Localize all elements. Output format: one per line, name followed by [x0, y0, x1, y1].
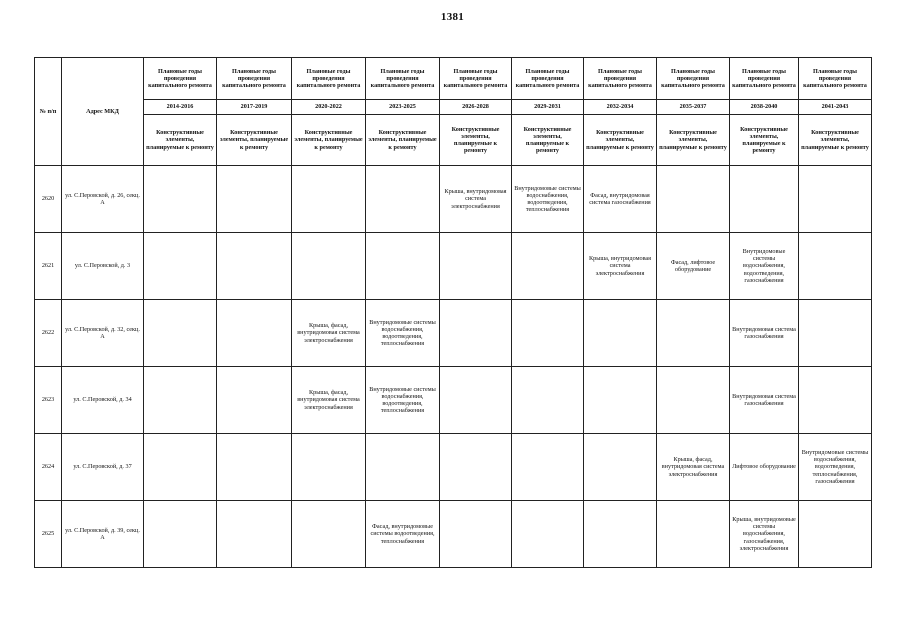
row-cell: Крыша, внутридомовая система электроснабжения	[440, 166, 512, 233]
row-cell	[799, 300, 872, 367]
row-cell	[657, 300, 730, 367]
row-cell	[799, 233, 872, 300]
header-plan-years: Плановые годы проведения капитального ремонта	[144, 58, 217, 100]
row-address: ул. С.Перовской, д. 26, секц. А	[62, 166, 144, 233]
row-number: 2624	[35, 434, 62, 501]
header-plan-years: Плановые годы проведения капитального ремонта	[440, 58, 512, 100]
row-cell	[440, 367, 512, 434]
header-plan-years: Плановые годы проведения капитального ремонта	[584, 58, 657, 100]
header-row-plan	[35, 58, 872, 100]
row-cell	[799, 501, 872, 568]
row-cell	[512, 233, 584, 300]
row-cell	[512, 434, 584, 501]
header-year-range: 2023-2025	[366, 100, 440, 115]
row-cell	[144, 501, 217, 568]
row-cell: Крыша, фасад, внутридомовая система электроснабжения	[292, 367, 366, 434]
header-address: Адрес МКД	[62, 58, 144, 166]
row-cell	[584, 367, 657, 434]
header-row-elements	[35, 115, 872, 166]
row-cell	[799, 367, 872, 434]
row-address: ул. С.Перовской, д. 39, секц. А	[62, 501, 144, 568]
table-row	[35, 367, 872, 434]
row-cell	[657, 367, 730, 434]
row-cell	[217, 501, 292, 568]
row-cell: Внутридомовые системы водоснабжения, водоотведения, газоснабжения	[730, 233, 799, 300]
row-cell: Внутридомовые системы водоснабжения, водоотведения, теплоснабжения	[366, 300, 440, 367]
row-address: ул. С.Перовской, д. 3	[62, 233, 144, 300]
row-cell: Внутридомовые системы водоснабжения, водоотведения, теплоснабжения, газоснабжения	[799, 434, 872, 501]
row-cell: Фасад, внутридомовая система газоснабжения	[584, 166, 657, 233]
header-elements: Конструктивные элементы, планируемые к ремонту	[512, 115, 584, 166]
row-cell	[657, 166, 730, 233]
row-cell: Фасад, внутридомовые системы водоотведения, теплоснабжения	[366, 501, 440, 568]
header-elements: Конструктивные элементы, планируемые к ремонту	[366, 115, 440, 166]
row-cell: Фасад, лифтовое оборудование	[657, 233, 730, 300]
row-cell: Крыша, фасад, внутридомовая система электроснабжения	[292, 300, 366, 367]
row-number: 2622	[35, 300, 62, 367]
header-year-range: 2029-2031	[512, 100, 584, 115]
row-number: 2620	[35, 166, 62, 233]
header-plan-years: Плановые годы проведения капитального ремонта	[217, 58, 292, 100]
row-cell: Крыша, внутридомовая система электроснабжения	[584, 233, 657, 300]
row-cell	[366, 233, 440, 300]
header-year-range: 2014-2016	[144, 100, 217, 115]
row-number: 2621	[35, 233, 62, 300]
table-row	[35, 434, 872, 501]
row-cell	[440, 501, 512, 568]
row-cell	[584, 501, 657, 568]
row-cell	[217, 166, 292, 233]
header-elements: Конструктивные элементы, планируемые к ремонту	[584, 115, 657, 166]
row-cell: Крыша, фасад, внутридомовая система электроснабжения	[657, 434, 730, 501]
row-cell: Внутридомовые системы водоснабжения, водоотведения, теплоснабжения	[366, 367, 440, 434]
header-plan-years: Плановые годы проведения капитального ремонта	[799, 58, 872, 100]
row-cell: Внутридомовая система газоснабжения	[730, 367, 799, 434]
row-cell	[217, 367, 292, 434]
row-cell	[292, 501, 366, 568]
row-cell	[366, 434, 440, 501]
header-elements: Конструктивные элементы, планируемые к ремонту	[440, 115, 512, 166]
row-cell	[657, 501, 730, 568]
page-number: 1381	[440, 11, 465, 23]
row-cell	[512, 300, 584, 367]
table-row	[35, 166, 872, 233]
row-cell	[584, 300, 657, 367]
row-address: ул. С.Перовской, д. 37	[62, 434, 144, 501]
row-cell	[144, 300, 217, 367]
header-elements: Конструктивные элементы, планируемые к ремонту	[799, 115, 872, 166]
row-cell	[292, 434, 366, 501]
row-cell	[366, 166, 440, 233]
row-cell	[144, 233, 217, 300]
header-plan-years: Плановые годы проведения капитального ремонта	[512, 58, 584, 100]
header-plan-years: Плановые годы проведения капитального ремонта	[657, 58, 730, 100]
row-cell	[584, 434, 657, 501]
header-row-years	[35, 100, 872, 115]
row-cell: Внутридомовая система газоснабжения	[730, 300, 799, 367]
header-elements: Конструктивные элементы, планируемые к ремонту	[217, 115, 292, 166]
header-year-range: 2032-2034	[584, 100, 657, 115]
table-row	[35, 300, 872, 367]
row-address: ул. С.Перовской, д. 34	[62, 367, 144, 434]
row-cell	[440, 300, 512, 367]
header-plan-years: Плановые годы проведения капитального ремонта	[366, 58, 440, 100]
row-number: 2623	[35, 367, 62, 434]
row-cell: Внутридомовые системы водоснабжения, водоотведения, теплоснабжения	[512, 166, 584, 233]
row-cell	[144, 166, 217, 233]
header-year-range: 2017-2019	[217, 100, 292, 115]
row-cell	[217, 300, 292, 367]
row-number: 2625	[35, 501, 62, 568]
header-num: № п/п	[35, 58, 62, 166]
row-cell	[512, 367, 584, 434]
header-plan-years: Плановые годы проведения капитального ремонта	[730, 58, 799, 100]
row-cell	[292, 166, 366, 233]
row-cell	[512, 501, 584, 568]
row-cell	[440, 233, 512, 300]
table-row	[35, 233, 872, 300]
row-address: ул. С.Перовской, д. 32, секц. А	[62, 300, 144, 367]
row-cell	[144, 367, 217, 434]
row-cell	[440, 434, 512, 501]
row-cell	[217, 233, 292, 300]
row-cell	[217, 434, 292, 501]
header-year-range: 2038-2040	[730, 100, 799, 115]
row-cell	[144, 434, 217, 501]
header-year-range: 2020-2022	[292, 100, 366, 115]
header-elements: Конструктивные элементы, планируемые к ремонту	[730, 115, 799, 166]
row-cell: Лифтовое оборудование	[730, 434, 799, 501]
row-cell	[292, 233, 366, 300]
row-cell	[730, 166, 799, 233]
header-year-range: 2026-2028	[440, 100, 512, 115]
repair-plan-table	[34, 57, 872, 568]
header-year-range: 2035-2037	[657, 100, 730, 115]
table-row	[35, 501, 872, 568]
row-cell	[799, 166, 872, 233]
header-elements: Конструктивные элементы, планируемые к ремонту	[292, 115, 366, 166]
row-cell: Крыша, внутридомовые системы водоснабжения, газоснабжения, электроснабжения	[730, 501, 799, 568]
header-elements: Конструктивные элементы, планируемые к ремонту	[144, 115, 217, 166]
header-year-range: 2041-2043	[799, 100, 872, 115]
header-plan-years: Плановые годы проведения капитального ремонта	[292, 58, 366, 100]
header-elements: Конструктивные элементы, планируемые к ремонту	[657, 115, 730, 166]
